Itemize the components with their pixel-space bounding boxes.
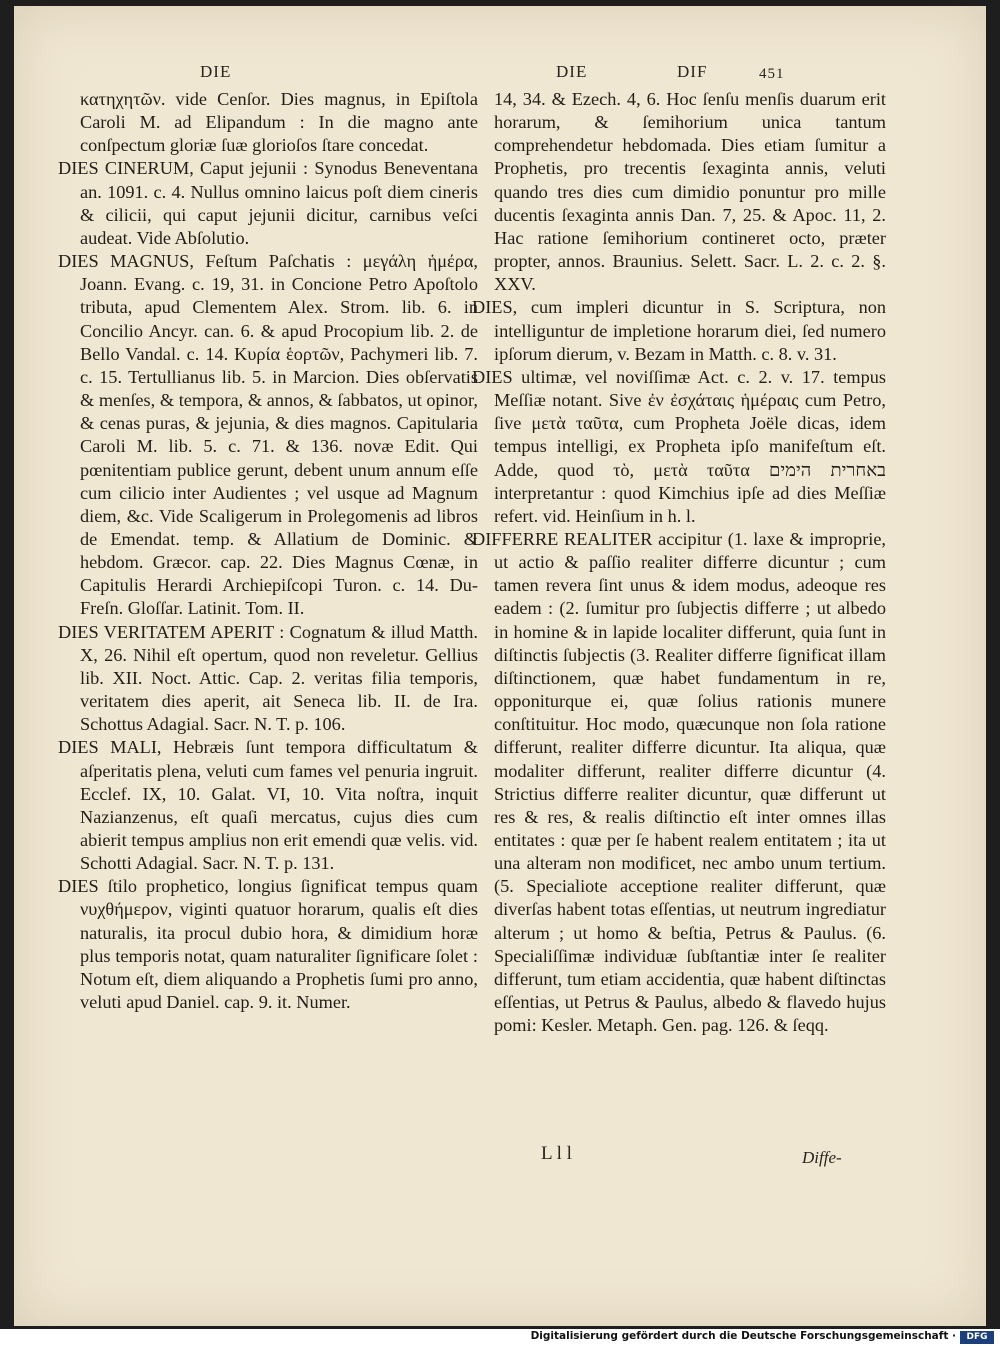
running-head-left: DIE [200,62,232,81]
running-head-right-1: DIE [556,62,588,81]
right-column-paragraph: 14, 34. & Ezech. 4, 6. Hoc ſenſu menſis duarum erit horarum, & ſemihorium unica tantum comprehendetur hebdomada. Dies etiam ſumitur a Prophetis, pro trecentis ſexaginta annis, veluti quando tres dies cum dimidio ponuntur pro mille ducentis ſexaginta annis Dan. 7, 25. & Apoc. 11, 2. Hac ratione ſemihorium contineret octo, præter propter, annos. Braunius. Selett. Sacr. L. 2. c. 2. §. XXV. [494,89,886,295]
left-column-paragraph: DIES VERITATEM APERIT : Cognatum & illud Matth. X, 26. Nihil eſt opertum, quod non reveletur. Gellius lib. XII. Noct. Attic. Cap. 2. veritas filia temporis, veritatem dies aperit, ait Seneca lib. II. de Ira. Schottus Adagial. Sacr. N. T. p. 106. [58,621,478,735]
running-head-right-2: DIF [677,62,708,81]
right-column-paragraph: DIFFERRE REALITER accipitur (1. laxe & improprie, ut actio & paſſio realiter differre dicuntur ; cum tamen revera ſint unus & idem modus, adeoque res eadem : (2. ſumitur pro ſubjectis differre ; ut albedo in homine & in lapide localiter differunt, quia ſunt in diſtinctis ſubjectis (3. Realiter differre ſignificat illam diſtinctionem, quæ habet fundamentum in re, opponiturque ei, quæ ſolius rationis munere conſtituitur. Hoc modo, quæcunque non ſola ratione differunt, realiter differre dicuntur. Ita aliqua, quæ modaliter differunt, realiter differre dicuntur (4. Strictius differre realiter dicuntur, quæ differunt ut res & res, & realis diſtinctio eſt inter omnes illas entitates : quæ per ſe habent realem entitatem ; ita ut una alteram non modificet, nec ambo unum tertium. (5. Specialiote acceptione realiter differunt, quæ diverſas habent totas eſſentias, ut neutrum ingrediatur alterum ; ut homo & beſtia, Petrus & Paulus. (6. Specialiſſimæ individuæ ſubſtantiæ inter ſe realiter differunt, tum etiam accidentia, quæ habent diſtinctas eſſentias, ut Petrus & Paulus, albedo & flavedo hujus pomi: Kesler. Metaph. Gen. pag. 126. & ſeqq. [472,528,886,1036]
left-column-paragraph: DIES MALI, Hebræis ſunt tempora difficultatum & aſperitatis plena, veluti cum fames vel penuria ingruit. Ecclef. IX, 10. Galat. VI, 10. Vita noſtra, inquit Nazianzenus, eſt quaſi mercatus, cujus dies cum abierit tempus amplius non erit emendi quæ velis. vid. Schotti Adagial. Sacr. N. T. p. 131. [58,737,478,874]
book-page [14,6,986,1326]
footer-text: Digitalisierung gefördert durch die Deutsche Forschungsgemeinschaft · [530,1330,956,1342]
right-column-paragraph: DIES, cum impleri dicuntur in S. Scriptura, non intelliguntur de impletione horarum diei, ſed numero ipſorum dierum, v. Bezam in Matth. c. 8. v. 31. [472,297,886,364]
digitization-footer [0,1329,1000,1347]
left-column-paragraph: DIES MAGNUS, Feſtum Paſchatis : μεγάλη ἡμέρα, Joann. Evang. c. 19, 31. in Concione Petro Apoſtolo tributa, apud Clementem Alex. Strom. lib. 6. in Concilio Ancyr. can. 6. & apud Procopium lib. 2. de Bello Vandal. c. 14. Κυρία ἑορτῶν, Pachymeri lib. 7. c. 15. Tertullianus lib. 5. in Marcion. Dies obſervatis & menſes, & tempora, & annos, & ſabbatos, ut opinor, & cenas puras, & jejunia, & dies magnos. Capitularia Caroli M. lib. 5. c. 71. & 136. novæ Edit. Qui pœnitentiam publice gerunt, debent unum annum eſſe cum cilicio inter Audientes ; vel usque ad Magnum diem, &c. Vide Scaligerum in Prolegomenis ad libros de Emendat. temp. & Allatium de Dominic. & hebdom. Græcor. cap. 22. Dies Magnus Cœnæ, in Capitulis Herardi Archiepiſcopi Turon. c. 14. Du-Freſn. Gloſſar. Latinit. Tom. II. [58,251,478,619]
left-column [58,88,478,1014]
left-column-paragraph: DIES CINERUM, Caput jejunii : Synodus Beneventana an. 1091. c. 4. Nullus omnino laicus poſt diem cineris & cilicii, qui caput jejunii dicitur, carnibus veſci audeat. Vide Abſolutio. [58,158,478,248]
right-column [472,88,886,1037]
catchword: Diffe- [802,1148,842,1167]
right-column-paragraph: DIES ultimæ, vel noviſſimæ Act. c. 2. v. 17. tempus Meſſiæ notant. Sive ἐν ἐσχάταις ἡμέραις cum Petro, ſive μετὰ ταῦτα, cum Propheta Joële dicas, idem tempus intelligi, ex Propheta ipſo manifeſtum eſt. Adde, quod τὸ, μετὰ ταῦτα באחרית הימים interpretantur : quod Kimchius ipſe ad dies Meſſiæ refert. vid. Heinſium in h. l. [472,366,886,526]
dfg-logo: DFG [960,1331,994,1344]
page-number: 451 [759,66,785,82]
signature-mark: L l l [541,1143,572,1164]
left-column-paragraph: DIES ſtilo prophetico, longius ſignificat tempus quam νυχθήμερον, viginti quatuor horarum, qualis eſt dies naturalis, ita procul dubio hora, & dimidium horæ plus temporis notat, quam naturaliter ſignificare ſolet : Notum eſt, diem aliquando a Prophetis ſumi pro anno, veluti apud Daniel. cap. 9. it. Numer. [58,876,478,1013]
left-column-paragraph: κατηχητῶν. vide Cenſor. Dies magnus, in Epiſtola Caroli M. ad Elipandum : In die magno ante conſpectum gloriæ ſuæ glorioſos ſtare concedat. [80,89,478,156]
